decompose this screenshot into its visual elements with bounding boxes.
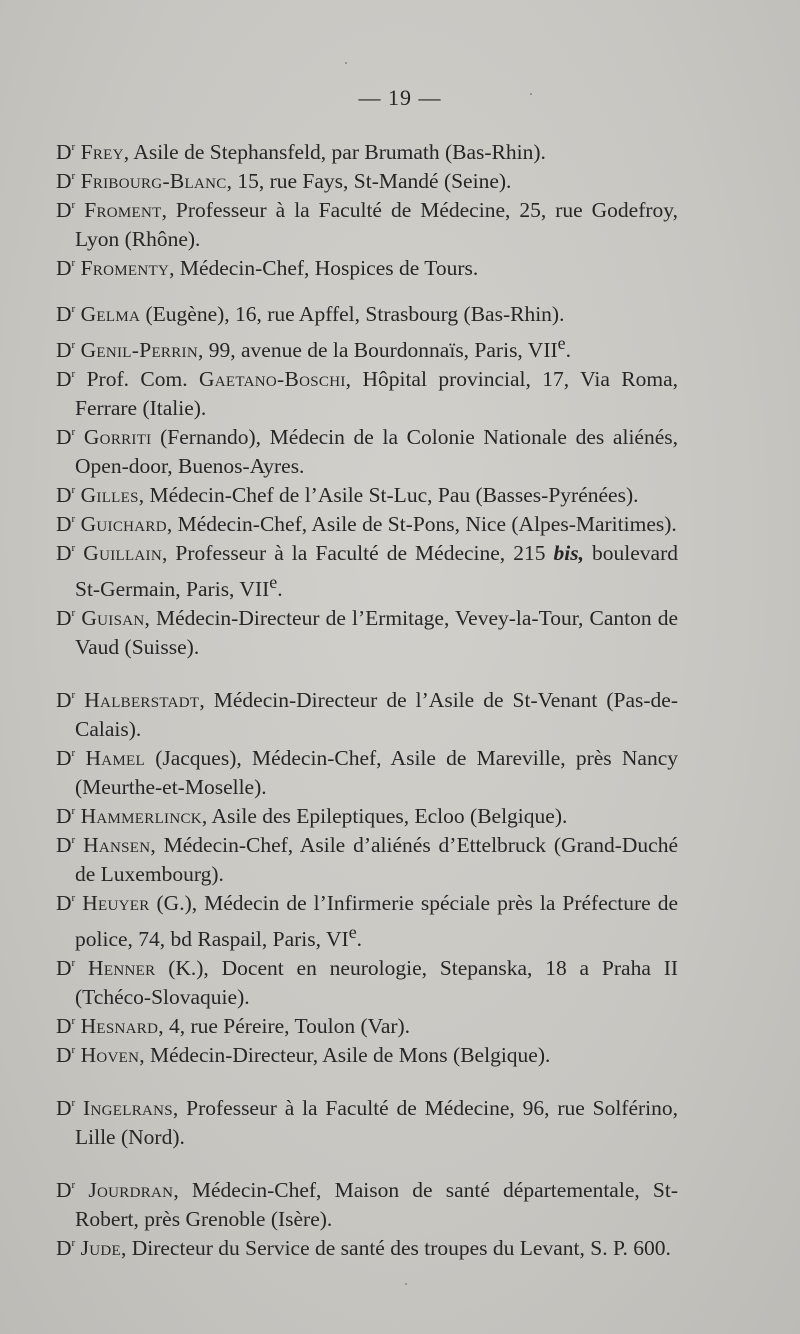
entry-name: Fromenty: [80, 256, 170, 280]
list-entry: $D^r$ Genil-Perrin, 99, avenue de la Bourdonnaïs, Paris, VIIe.: [56, 333, 571, 363]
list-entry: $D^r$ Guisan, Médecin-Directeur de l’Ermitage, Vevey-la-Tour, Canton de Vaud (Suisse).: [56, 606, 679, 660]
entry-prefix: Prof. Com.: [75, 367, 199, 392]
entry-details: , Hôpital provincial, 17, Via Roma, Ferrare (Italie).: [75, 367, 678, 421]
list-entry: $D^r$ Heuyer (G.), Médecin de l’Infirmerie spéciale près la Préfecture de police, 74, bd Raspail, Paris, VIe.: [56, 891, 679, 952]
entry-name: Fribourg-Blanc: [80, 169, 227, 193]
entry-details: (G.), Médecin de l’Infirmerie spéciale près la Préfecture de police, 74, bd Raspail, Paris, VI: [75, 891, 679, 952]
entry-details: , Professeur à la Faculté de Médecine, 96, rue Solférino, Lille (Nord).: [75, 1096, 679, 1150]
entry-details: , Professeur à la Faculté de Médecine, 215: [162, 541, 554, 566]
entry-details: , 99, avenue de la Bourdonnaïs, Paris, VII: [197, 338, 558, 363]
paper-speck: [345, 62, 347, 64]
entry-name: Hamel: [85, 746, 145, 771]
entry-name: Gaetano-Boschi: [198, 367, 346, 392]
entry-name: Gelma: [80, 302, 141, 326]
list-entry: $D^r$ Gelma (Eugène), 16, rue Apffel, Strasbourg (Bas-Rhin).: [56, 302, 565, 326]
entry-name: Gorriti: [83, 425, 152, 450]
entry-details: , Médecin-Directeur de l’Ermitage, Vevey-la-Tour, Canton de Vaud (Suisse).: [75, 606, 679, 660]
paper-speck: [530, 93, 532, 95]
entry-details: , Médecin-Directeur, Asile de Mons (Belgique).: [139, 1043, 551, 1068]
paper-speck: [405, 1283, 407, 1285]
list-entry: $D^r$ Hoven, Médecin-Directeur, Asile de Mons (Belgique).: [56, 1043, 551, 1068]
entry-name: Froment: [84, 198, 162, 222]
entry-name: Halberstadt: [84, 688, 200, 713]
entry-details: (Jacques), Médecin-Chef, Asile de Mareville, près Nancy (Meurthe-et-Moselle).: [75, 746, 679, 800]
list-entry: $D^r$ Gorriti (Fernando), Médecin de la Colonie Nationale des aliénés, Open-door, Buenos-Ayres.: [56, 425, 678, 479]
entry-name: Hammerlinck: [80, 804, 202, 829]
list-entry: $D^r$ Guichard, Médecin-Chef, Asile de St-Pons, Nice (Alpes-Maritimes).: [56, 512, 677, 537]
entry-name: Henner: [88, 956, 156, 981]
entry-details: , Médecin-Chef de l’Asile St-Luc, Pau (Basses-Pyrénées).: [138, 483, 639, 508]
entry-name: Hoven: [80, 1043, 140, 1068]
entry-details: , Asile de Stephansfeld, par Brumath (Bas-Rhin).: [123, 140, 546, 164]
entry-details: , Professeur à la Faculté de Médecine, 25, rue Godefroy, Lyon (Rhône).: [75, 198, 678, 251]
entry-details: (Fernando), Médecin de la Colonie Nationale des aliénés, Open-door, Buenos-Ayres.: [75, 425, 678, 479]
page-number: — 19 —: [358, 85, 442, 110]
entry-name: Jourdran: [88, 1178, 174, 1203]
entry-name: Guisan: [81, 606, 145, 631]
list-entry: $D^r$ Fribourg-Blanc, 15, rue Fays, St-Mandé (Seine).: [56, 169, 512, 193]
entry-details: , Médecin-Directeur de l’Asile de St-Venant (Pas-de-Calais).: [75, 688, 678, 742]
list-entry: $D^r$ Halberstadt, Médecin-Directeur de l’Asile de St-Venant (Pas-de-Calais).: [56, 688, 678, 742]
entry-name: Jude: [80, 1236, 121, 1261]
entry-details: , Médecin-Chef, Asile d’aliénés d’Ettelbruck (Grand-Duché de Luxembourg).: [75, 833, 679, 887]
list-entry: $D^r$ Ingelrans, Professeur à la Faculté de Médecine, 96, rue Solférino, Lille (Nord).: [56, 1096, 679, 1150]
list-entry: $D^r$ Guillain, Professeur à la Faculté de Médecine, 215 bis, boulevard St-Germain, Paris, VIIe.: [56, 541, 678, 602]
list-entry: $D^r$ Jourdran, Médecin-Chef, Maison de santé départementale, St-Robert, près Grenoble (Isère).: [56, 1178, 678, 1232]
list-entry: $D^r$ Fromenty, Médecin-Chef, Hospices de Tours.: [56, 256, 479, 280]
list-entry: $D^r$ Hansen, Médecin-Chef, Asile d’aliénés d’Ettelbruck (Grand-Duché de Luxembourg).: [56, 833, 679, 887]
entry-name: Frey: [80, 140, 124, 164]
entry-details: (Eugène), 16, rue Apffel, Strasbourg (Bas-Rhin).: [140, 302, 565, 326]
entry-name: Guichard: [80, 512, 167, 537]
list-entry: $D^r$ Hesnard, 4, rue Péreire, Toulon (Var).: [56, 1014, 411, 1039]
list-entry: $D^r$ Hamel (Jacques), Médecin-Chef, Asile de Mareville, près Nancy (Meurthe-et-Moselle).: [56, 746, 679, 800]
entry-details: , 15, rue Fays, St-Mandé (Seine).: [226, 169, 512, 193]
entry-name: Hansen: [83, 833, 151, 858]
list-entry: $D^r$ Froment, Professeur à la Faculté de Médecine, 25, rue Godefroy, Lyon (Rhône).: [56, 198, 678, 251]
entry-name: Gilles: [80, 483, 139, 508]
entry-name: Ingelrans: [83, 1096, 173, 1121]
entry-details: , 4, rue Péreire, Toulon (Var).: [158, 1014, 411, 1039]
entry-details: , Médecin-Chef, Hospices de Tours.: [169, 256, 479, 280]
entry-details: , Directeur du Service de santé des troupes du Levant, S. P. 600.: [120, 1236, 671, 1261]
entry-name: Guillain: [83, 541, 162, 566]
list-entry: $D^r$ Jude, Directeur du Service de santé des troupes du Levant, S. P. 600.: [56, 1236, 671, 1261]
entry-details: , Médecin-Chef, Asile de St-Pons, Nice (Alpes-Maritimes).: [166, 512, 677, 537]
entry-details: (K.), Docent en neurologie, Stepanska, 18 a Praha II (Tchéco-Slovaquie).: [75, 956, 679, 1010]
list-entry: $D^r$ Henner (K.), Docent en neurologie, Stepanska, 18 a Praha II (Tchéco-Slovaquie).: [56, 956, 679, 1010]
list-entry: $D^r$ Frey, Asile de Stephansfeld, par Brumath (Bas-Rhin).: [56, 140, 546, 164]
list-entry: $D^r$ Hammerlinck, Asile des Epileptiques, Ecloo (Belgique).: [56, 804, 568, 829]
entry-name: Genil-Perrin: [80, 338, 198, 363]
list-entry: $D^r$ Prof. Com. Gaetano-Boschi, Hôpital provincial, 17, Via Roma, Ferrare (Italie).: [56, 367, 678, 421]
list-entry: $D^r$ Gilles, Médecin-Chef de l’Asile St-Luc, Pau (Basses-Pyrénées).: [56, 483, 639, 508]
member-list: [56, 138, 678, 1263]
entry-details: , Médecin-Chef, Maison de santé départementale, St-Robert, près Grenoble (Isère).: [75, 1178, 678, 1232]
entry-name: Heuyer: [82, 891, 150, 916]
entry-name: Hesnard: [80, 1014, 159, 1039]
entry-details: , Asile des Epileptiques, Ecloo (Belgique).: [201, 804, 568, 829]
